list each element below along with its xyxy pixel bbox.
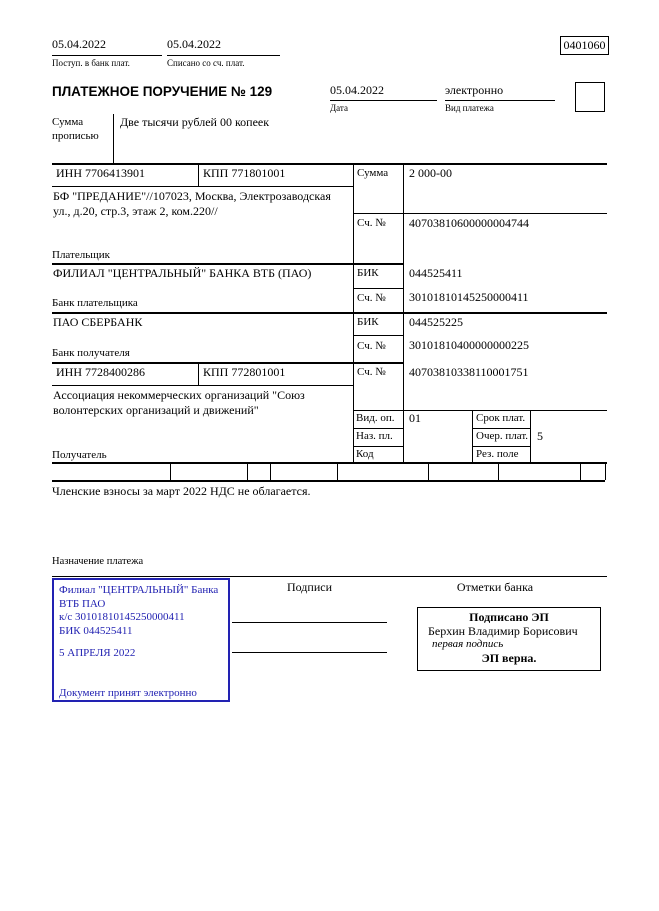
code-label: Код <box>356 448 374 460</box>
priority-value: 5 <box>537 429 543 443</box>
ep-stamp-title: Подписано ЭП <box>469 610 549 624</box>
grid-line <box>353 288 403 289</box>
grid-line <box>580 462 581 480</box>
payer-inn: ИНН 7706413901 <box>56 166 145 180</box>
payee-account: 40703810338110001751 <box>409 365 529 379</box>
bank-stamp-line-4: БИК 044525411 <box>59 624 133 637</box>
payee-bank-bik: 044525225 <box>409 315 463 329</box>
document-title: ПЛАТЕЖНОЕ ПОРУЧЕНИЕ № 129 <box>52 84 273 99</box>
bank-stamp-date: 5 АПРЕЛЯ 2022 <box>59 647 136 659</box>
purpose-code-label: Наз. пл. <box>356 430 393 442</box>
payer-bank-name: ФИЛИАЛ "ЦЕНТРАЛЬНЫЙ" БАНКА ВТБ (ПАО) <box>53 266 312 280</box>
payee-bank-bik-label: БИК <box>357 316 379 328</box>
date-debited-value: 05.04.2022 <box>167 37 221 51</box>
grid-line <box>167 55 280 56</box>
signature-line <box>232 622 387 623</box>
grid-line <box>353 410 607 411</box>
amount-words-label-1: Сумма <box>52 116 84 128</box>
payee-bank-account-label: Сч. № <box>357 340 386 352</box>
grid-line <box>472 428 530 429</box>
grid-line <box>52 480 605 482</box>
amount-label: Сумма <box>357 167 389 179</box>
payer-bank-bik: 044525411 <box>409 266 463 280</box>
payer-bank-label: Банк плательщика <box>52 297 138 309</box>
grid-line <box>52 385 353 386</box>
payee-bank-label: Банк получателя <box>52 347 130 359</box>
grid-line <box>52 576 607 577</box>
bank-stamp-line-1: Филиал "ЦЕНТРАЛЬНЫЙ" Банка <box>59 584 219 596</box>
signature-line <box>232 652 387 653</box>
grid-line <box>52 312 607 314</box>
grid-line <box>353 335 403 336</box>
grid-line <box>52 462 607 464</box>
payment-purpose-text: Членские взносы за март 2022 НДС не облагается. <box>52 484 311 498</box>
payer-bank-account: 30101810145250000411 <box>409 290 529 304</box>
date-received-label: Поступ. в банк плат. <box>52 58 130 68</box>
date-received-value: 05.04.2022 <box>52 37 106 51</box>
grid-line <box>330 100 437 101</box>
payer-account: 40703810600000004744 <box>409 216 529 230</box>
amount-value: 2 000-00 <box>409 166 452 180</box>
grid-line <box>403 163 404 462</box>
grid-line <box>170 462 171 480</box>
payee-name: Ассоциация некоммерческих организаций "Союз волонтерских организаций и движений" <box>53 388 305 417</box>
amount-words-label-2: прописью <box>52 130 99 142</box>
grid-line <box>270 462 271 480</box>
grid-line <box>247 462 248 480</box>
grid-line <box>353 446 403 447</box>
date-debited-label: Списано со сч. плат. <box>167 58 245 68</box>
grid-line <box>353 163 354 462</box>
bank-marks-header: Отметки банка <box>456 580 534 594</box>
grid-line <box>530 410 531 462</box>
grid-line <box>353 213 607 214</box>
grid-line <box>52 163 607 165</box>
ep-stamp-name: Берхин Владимир Борисович <box>428 623 578 638</box>
amount-words-value: Две тысячи рублей 00 копеек <box>120 115 270 129</box>
payer-bank-bik-label: БИК <box>357 267 379 279</box>
payer-bank-account-label: Сч. № <box>357 292 386 304</box>
grid-line <box>52 362 403 364</box>
signatures-header: Подписи <box>286 580 333 594</box>
bank-stamp-line-3: к/с 30101810145250000411 <box>59 611 185 623</box>
grid-line <box>498 462 499 480</box>
payee-label: Получатель <box>52 449 107 461</box>
grid-line <box>52 263 403 265</box>
payment-purpose-label: Назначение платежа <box>52 556 144 567</box>
grid-line <box>445 100 555 101</box>
document-date-value: 05.04.2022 <box>330 83 384 97</box>
payment-kind-value: электронно <box>445 83 504 97</box>
ep-stamp-subtitle: первая подпись <box>432 638 504 650</box>
payment-kind-label: Вид платежа <box>445 103 494 113</box>
grid-line <box>113 114 114 163</box>
grid-line <box>52 186 353 187</box>
payer-name: БФ "ПРЕДАНИЕ"//107023, Москва, Электрозаводская ул., д.20, стр.3, этаж 2, ком.220// <box>53 189 331 218</box>
payee-bank-name: ПАО СБЕРБАНК <box>53 315 143 329</box>
due-date-label: Срок плат. <box>476 412 526 424</box>
payee-account-label: Сч. № <box>357 366 386 378</box>
grid-line <box>472 410 473 462</box>
grid-line <box>337 462 338 480</box>
payer-account-label: Сч. № <box>357 217 386 229</box>
payee-kpp: КПП 772801001 <box>203 365 286 379</box>
payee-inn: ИНН 7728400286 <box>56 365 145 379</box>
reserve-field-label: Рез. поле <box>476 448 519 460</box>
form-code-box: 0401060 <box>560 36 609 55</box>
bank-stamp-line-2: ВТБ ПАО <box>59 597 106 610</box>
payer-label: Плательщик <box>52 249 110 261</box>
ep-stamp-footer: ЭП верна. <box>481 650 537 665</box>
op-kind-value: 01 <box>409 411 421 425</box>
document-date-label: Дата <box>330 103 348 113</box>
grid-line <box>353 428 403 429</box>
grid-line <box>198 163 199 186</box>
grid-line <box>198 362 199 385</box>
grid-line <box>472 446 530 447</box>
payer-kpp: КПП 771801001 <box>203 166 286 180</box>
op-kind-label: Вид. оп. <box>356 412 395 424</box>
grid-line <box>605 462 606 480</box>
priority-label: Очер. плат. <box>476 430 529 442</box>
payee-bank-account: 30101810400000000225 <box>409 338 529 352</box>
bank-stamp-footer: Документ принят электронно <box>59 686 197 699</box>
status-checkbox <box>575 82 605 112</box>
grid-line <box>428 462 429 480</box>
grid-line <box>52 55 162 56</box>
bank-acceptance-stamp <box>52 578 230 702</box>
electronic-signature-stamp <box>417 607 601 671</box>
